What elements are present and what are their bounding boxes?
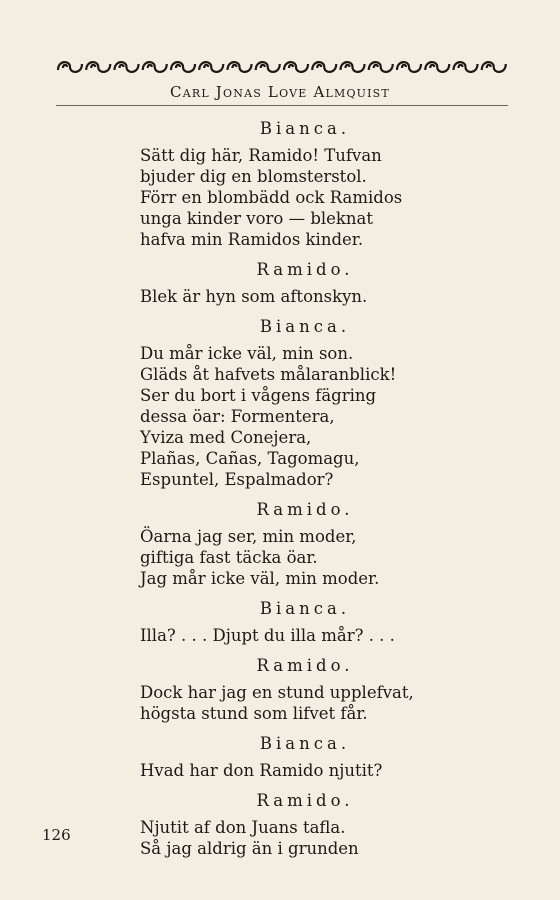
speaker-name: Ramido. [256, 656, 354, 675]
running-head: Carl Jonas Love Almquist [170, 83, 390, 101]
verse-line: Sätt dig här, Ramido! Tufvan [140, 146, 382, 165]
verse-line: Illa? . . . Djupt du illa mår? . . . [140, 626, 395, 645]
verse-line: högsta stund som lifvet får. [140, 704, 368, 723]
poem-dialogue [140, 116, 470, 868]
speech-block [140, 286, 470, 307]
speech-block [140, 343, 470, 490]
verse-line: Ser du bort i vågens fägring [140, 386, 377, 405]
speaker-name: Ramido. [256, 260, 354, 279]
verse-line: dessa öar: Formentera, [140, 407, 335, 426]
verse-line: Gläds åt hafvets målaranblick! [140, 365, 397, 384]
decorative-ornament-band [56, 56, 508, 78]
verse-line: Espuntel, Espalmador? [140, 470, 334, 489]
page-number: 126 [42, 826, 71, 844]
speech-block [140, 760, 470, 781]
speaker-name: Ramido. [256, 500, 354, 519]
verse-line: giftiga fast täcka öar. [140, 548, 318, 567]
verse-line: Du mår icke väl, min son. [140, 344, 354, 363]
speaker-name: Ramido. [256, 791, 354, 810]
verse-line: Yviza med Conejera, [140, 428, 312, 447]
speech-block [140, 526, 470, 589]
speaker-name: Bianca. [259, 734, 351, 753]
speaker-name: Bianca. [259, 599, 351, 618]
verse-line: Jag mår icke väl, min moder. [140, 569, 380, 588]
verse-line: Dock har jag en stund upplefvat, [140, 683, 414, 702]
speaker-name: Bianca. [259, 317, 351, 336]
verse-line: Så jag aldrig än i grunden [140, 839, 359, 858]
verse-line: bjuder dig en blomsterstol. [140, 167, 367, 186]
speech-block [140, 817, 470, 859]
speech-block [140, 145, 470, 250]
verse-line: Blek är hyn som aftonskyn. [140, 287, 368, 306]
verse-line: hafva min Ramidos kinder. [140, 230, 364, 249]
verse-line: Förr en blombädd ock Ramidos [140, 188, 403, 207]
verse-line: Plañas, Cañas, Tagomagu, [140, 449, 360, 468]
header-rule [56, 105, 508, 106]
verse-line: Hvad har don Ramido njutit? [140, 761, 383, 780]
speech-block [140, 625, 470, 646]
speaker-name: Bianca. [259, 119, 351, 138]
verse-line: Njutit af don Juans tafla. [140, 818, 346, 837]
verse-line: unga kinder voro — bleknat [140, 209, 374, 228]
verse-line: Öarna jag ser, min moder, [140, 527, 357, 546]
speech-block [140, 682, 470, 724]
